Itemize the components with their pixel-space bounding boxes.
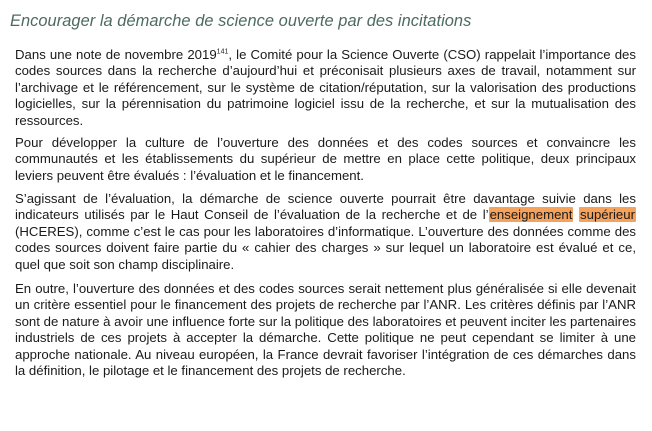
paragraph-text: S’agissant de l’évaluation, la démarche de science ouverte pourrait être davantage suivie dans les indicateurs utilisés par le Haut Conseil de l’évaluation de la recherche et de l’: [15, 191, 636, 223]
paragraph-text: (HCERES), comme c’est le cas pour les laboratoires d’informatique. L’ouverture des données comme des codes sources doivent faire partie du « cahier des charges » sur lequel un laboratoire est évalué et ce, quel que soit son champ disciplinaire.: [15, 223, 636, 272]
paragraph-funding: En outre, l’ouverture des données et des codes sources serait nettement plus généralisée si elle devenait un critère essentiel pour le financement des projets de recherche par l’ANR. Les critères définis par l’ANR sont de nature à avoir une influence forte sur la politique des laboratoires et peuvent inciter les partenaires industriels de ces projets à accepter la démarche. Cette politique ne peut cependant se limiter à une approche nationale. Au niveau européen, la France devrait favoriser l’intégration de ces démarches dans la définition, le pilotage et le financement des projets de recherche.: [15, 281, 636, 379]
paragraph-evaluation: [15, 191, 636, 273]
footnote-reference[interactable]: 141: [216, 48, 229, 56]
paragraph-levers: Pour développer la culture de l’ouverture des données et des codes sources et convaincre les communautés et les établissements du supérieur de mettre en place cette politique, deux principaux leviers peuvent être évalués : l’évaluation et le financement.: [15, 135, 636, 183]
paragraph-cso-note: [15, 47, 636, 129]
paragraph-text: , le Comité pour la Science Ouverte (CSO) rappelait l’importance des codes sources dans la recherche d’aujourd’hui et préconisait plusieurs axes de travail, notamment sur l’archivage et le référencement, sur le système de citation/réputation, sur la valorisation des productions logicielles, sur la pérennisation du patrimoine logiciel issu de la recherche, et sur la mutualisation des ressources.: [15, 47, 636, 128]
paragraph-text: Dans une note de novembre 2019: [15, 47, 217, 62]
section-heading: Encourager la démarche de science ouverte par des incitations: [10, 12, 472, 30]
highlighted-text[interactable]: enseignement: [489, 207, 573, 223]
highlighted-text[interactable]: supérieur: [580, 207, 635, 223]
